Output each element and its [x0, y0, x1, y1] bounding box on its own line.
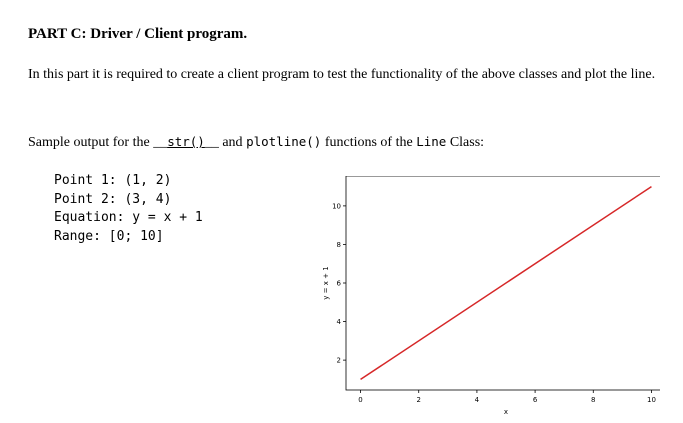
x-tick-label-4: 8 — [591, 396, 596, 404]
y-tick-label-1: 4 — [336, 318, 341, 327]
console-output — [54, 172, 203, 246]
y-tick-label-4: 10 — [332, 202, 341, 211]
x-tick-label-3: 6 — [532, 396, 538, 404]
line-class-code: Line — [416, 134, 447, 149]
caption-underscores-after: __ — [204, 135, 219, 150]
caption-middle: and — [218, 135, 247, 150]
caption-underscores-before: __ — [153, 135, 168, 150]
y-axis-label: y = x + 1 — [322, 266, 330, 300]
str-function-code: str() — [167, 134, 205, 149]
line-plot — [320, 176, 660, 416]
sample-output-caption — [28, 134, 484, 151]
plotline-function-code: plotline() — [246, 134, 322, 149]
caption-prefix: Sample output for the — [28, 135, 154, 150]
x-tick-label-5: 10 — [646, 396, 656, 404]
x-tick-label-0: 0 — [358, 396, 363, 404]
output-line-point1: Point 1: (1, 2) — [54, 173, 172, 188]
y-tick-label-3: 8 — [336, 240, 341, 249]
y-tick-label-0: 2 — [336, 356, 341, 365]
caption-suffix: Class: — [446, 135, 485, 150]
output-line-point2: Point 2: (3, 4) — [54, 191, 172, 207]
x-tick-label-1: 2 — [416, 396, 421, 404]
part-c-heading: PART C: Driver / Client program. — [28, 26, 248, 42]
output-line-range: Range: [0; 10] — [54, 228, 164, 244]
caption-functions-text: functions of the — [321, 135, 417, 150]
instructions-paragraph: In this part it is required to create a client program to test the functionality of the above classes and plot the line. — [28, 67, 656, 82]
x-tick-label-2: 4 — [474, 396, 480, 404]
x-axis-label: x — [503, 408, 509, 416]
y-tick-label-2: 6 — [336, 279, 341, 288]
output-line-equation: Equation: y = x + 1 — [54, 210, 203, 225]
